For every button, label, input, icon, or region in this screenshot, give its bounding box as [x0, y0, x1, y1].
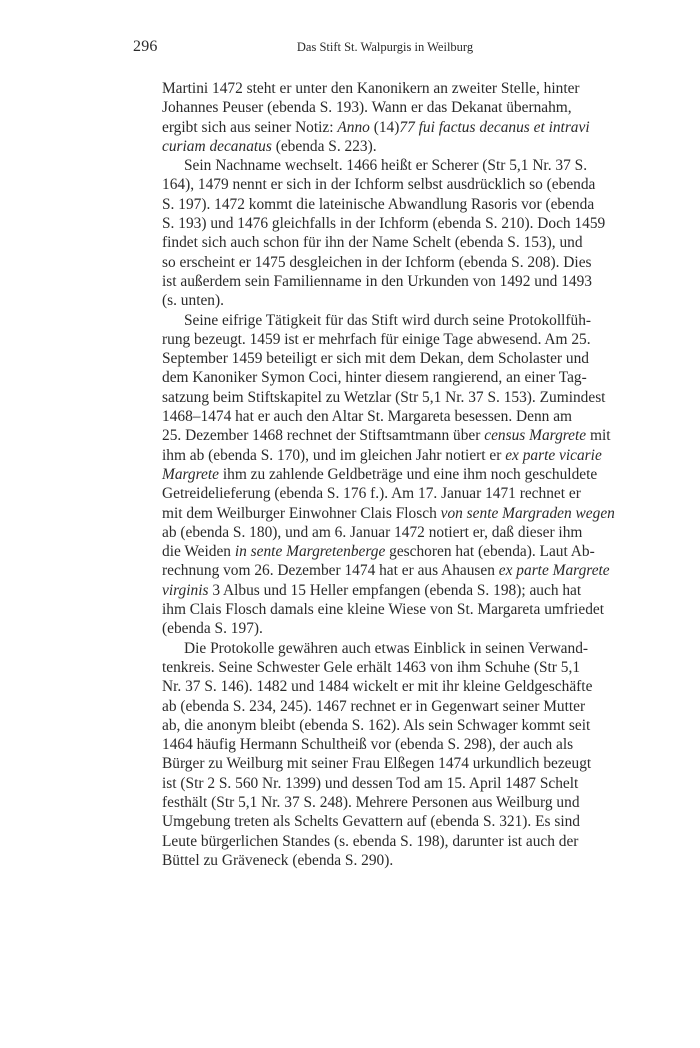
text-run: satzung beim Stiftskapitel zu Wetzlar (Str 5,1 Nr. 37 S. 153). Zumindest: [162, 388, 606, 406]
text-run: Bürger zu Weilburg mit seiner Frau Elßegen 1474 urkundlich bezeugt: [162, 755, 592, 773]
italic-phrase: census Margrete: [484, 427, 587, 445]
text-line: [162, 658, 581, 677]
text-run: Die Protokolle gewähren auch etwas Einblick in seinen Verwand-: [184, 639, 589, 657]
text-run: ist (Str 2 S. 560 Nr. 1399) und dessen Tod am 15. April 1487 Schelt: [162, 774, 579, 792]
italic-phrase: curiam decanatus: [162, 137, 272, 155]
text-run: festhält (Str 5,1 Nr. 37 S. 248). Mehrere Personen aus Weilburg und: [162, 793, 580, 811]
text-run: (ebenda S. 223).: [271, 137, 377, 155]
text-run: S. 193) und 1476 gleichfalls in der Ichform (ebenda S. 210). Doch 1459: [162, 215, 606, 233]
text-line: [162, 426, 611, 445]
text-line: [162, 716, 591, 735]
italic-phrase: in sente Margretenberge: [234, 543, 386, 561]
text-line: [162, 137, 547, 156]
text-line: [162, 484, 581, 503]
text-run: ist außerdem sein Familienname in den Urkunden von 1492 und 1493: [162, 272, 593, 290]
text-run: (14): [369, 118, 400, 136]
text-run: ab, die anonym bleibt (ebenda S. 162). Als sein Schwager kommt seit: [162, 716, 591, 734]
text-line: [162, 98, 572, 117]
text-line: [162, 311, 592, 330]
text-line: [162, 542, 595, 561]
text-line: [162, 291, 547, 310]
text-run: ihm zu zahlende Geldbeträge und eine ihm noch geschuldete: [219, 465, 598, 483]
text-run: so erscheint er 1475 desgleichen in der Ichform (ebenda S. 208). Dies: [162, 253, 592, 271]
paragraph: [162, 79, 590, 156]
running-title: Das Stift St. Walpurgis in Weilburg: [296, 40, 474, 54]
text-run: rung bezeugt. 1459 ist er mehrfach für einige Tage abwesend. Am 25.: [162, 330, 591, 348]
text-line: [162, 407, 573, 426]
text-line: [162, 851, 547, 870]
text-run: mit: [586, 427, 611, 445]
text-line: [162, 754, 592, 773]
text-run: 25. Dezember 1468 rechnet der Stiftsamtmann über: [162, 427, 485, 445]
text-run: ergibt sich aus seiner Notiz:: [162, 118, 338, 136]
italic-phrase: virginis: [162, 581, 209, 599]
text-line: [162, 233, 583, 252]
text-run: Martini 1472 steht er unter den Kanonikern an zweiter Stelle, hinter: [162, 80, 580, 97]
text-run: ihm ab (ebenda S. 170), und im gleichen Jahr notiert er: [162, 446, 506, 464]
text-line: [162, 118, 590, 137]
text-line: [162, 581, 582, 600]
text-run: (s. unten).: [162, 292, 224, 310]
text-run: dem Kanoniker Symon Coci, hinter diesem rangierend, an einer Tag-: [162, 369, 587, 387]
text-line: [162, 600, 605, 619]
text-line: [162, 368, 587, 387]
italic-phrase: ex parte Margrete: [498, 562, 610, 580]
italic-phrase: ex parte vicarie: [505, 446, 602, 464]
text-run: ab (ebenda S. 180), und am 6. Januar 1472 notiert er, daß dieser ihm: [162, 523, 583, 541]
text-line: [162, 253, 592, 272]
text-line: [162, 523, 583, 542]
text-run: Seine eifrige Tätigkeit für das Stift wird durch seine Protokollfüh-: [184, 311, 592, 329]
text-line: [162, 504, 615, 523]
text-line: [162, 639, 589, 658]
text-run: September 1459 beteiligt er sich mit dem Dekan, dem Scholaster und: [162, 350, 589, 368]
text-run: mit dem Weilburger Einwohner Clais Flosch: [162, 504, 441, 522]
text-run: tenkreis. Seine Schwester Gele erhält 1463 von ihm Schuhe (Str 5,1: [162, 658, 581, 676]
text-run: S. 197). 1472 kommt die lateinische Abwandlung Rasoris vor (ebenda: [162, 195, 595, 213]
paragraph: [162, 639, 593, 871]
text-line: [162, 175, 596, 194]
text-run: Büttel zu Gräveneck (ebenda S. 290).: [162, 851, 394, 869]
text-run: 1464 häufig Hermann Schultheiß vor (ebenda S. 298), der auch als: [162, 736, 574, 754]
text-line: [162, 735, 574, 754]
body-text: [162, 79, 615, 870]
text-line: [162, 349, 589, 368]
text-run: Umgebung treten als Schelts Gevattern auf (ebenda S. 321). Es sind: [162, 813, 581, 831]
text-run: ab (ebenda S. 234, 245). 1467 rechnet er in Gegenwart seiner Mutter: [162, 697, 586, 715]
text-line: [162, 677, 593, 696]
text-line: [162, 79, 580, 98]
text-run: Johannes Peuser (ebenda S. 193). Wann er das Dekanat übernahm,: [162, 99, 572, 117]
paragraph: [162, 156, 606, 310]
text-run: Nr. 37 S. 146). 1482 und 1484 wickelt er mit ihr kleine Geldgeschäfte: [162, 678, 593, 696]
text-run: geschoren hat (ebenda). Laut Ab-: [385, 543, 595, 561]
italic-phrase: 77 fui factus decanus et intravi: [399, 118, 590, 136]
text-run: ihm Clais Flosch damals eine kleine Wiese von St. Margareta umfriedet: [162, 601, 605, 619]
italic-phrase: von sente Margraden wegen: [440, 504, 615, 522]
italic-phrase: Margrete: [162, 465, 219, 483]
text-line: [162, 832, 579, 851]
text-run: 164), 1479 nennt er sich in der Ichform selbst ausdrücklich so (ebenda: [162, 176, 596, 194]
text-line: [162, 195, 595, 214]
text-line: [162, 774, 579, 793]
italic-phrase: Anno: [337, 118, 370, 136]
text-run: rechnung vom 26. Dezember 1474 hat er aus Ahausen: [162, 562, 499, 580]
text-run: (ebenda S. 197).: [162, 620, 263, 638]
text-line: [162, 214, 606, 233]
text-run: 3 Albus und 15 Heller empfangen (ebenda S. 198); auch hat: [208, 581, 582, 599]
text-line: [162, 793, 580, 812]
text-run: die Weiden: [162, 543, 235, 561]
text-line: [162, 812, 581, 831]
text-line: [162, 330, 591, 349]
text-run: 1468–1474 hat er auch den Altar St. Margareta besessen. Denn am: [162, 408, 573, 426]
text-line: [162, 619, 547, 638]
text-run: Sein Nachname wechselt. 1466 heißt er Scherer (Str 5,1 Nr. 37 S.: [184, 157, 588, 175]
text-line: [162, 272, 593, 291]
text-line: [162, 697, 586, 716]
paragraph: [162, 311, 615, 639]
text-run: Getreidelieferung (ebenda S. 176 f.). Am 17. Januar 1471 rechnet er: [162, 485, 581, 503]
page-number: 296: [133, 38, 158, 55]
text-line: [162, 388, 606, 407]
text-run: findet sich auch schon für ihn der Name Schelt (ebenda S. 153), und: [162, 234, 583, 252]
text-line: [162, 561, 610, 580]
text-line: [162, 446, 602, 465]
text-line: [162, 156, 588, 175]
text-run: Leute bürgerlichen Standes (s. ebenda S. 198), darunter ist auch der: [162, 832, 579, 850]
text-line: [162, 465, 598, 484]
